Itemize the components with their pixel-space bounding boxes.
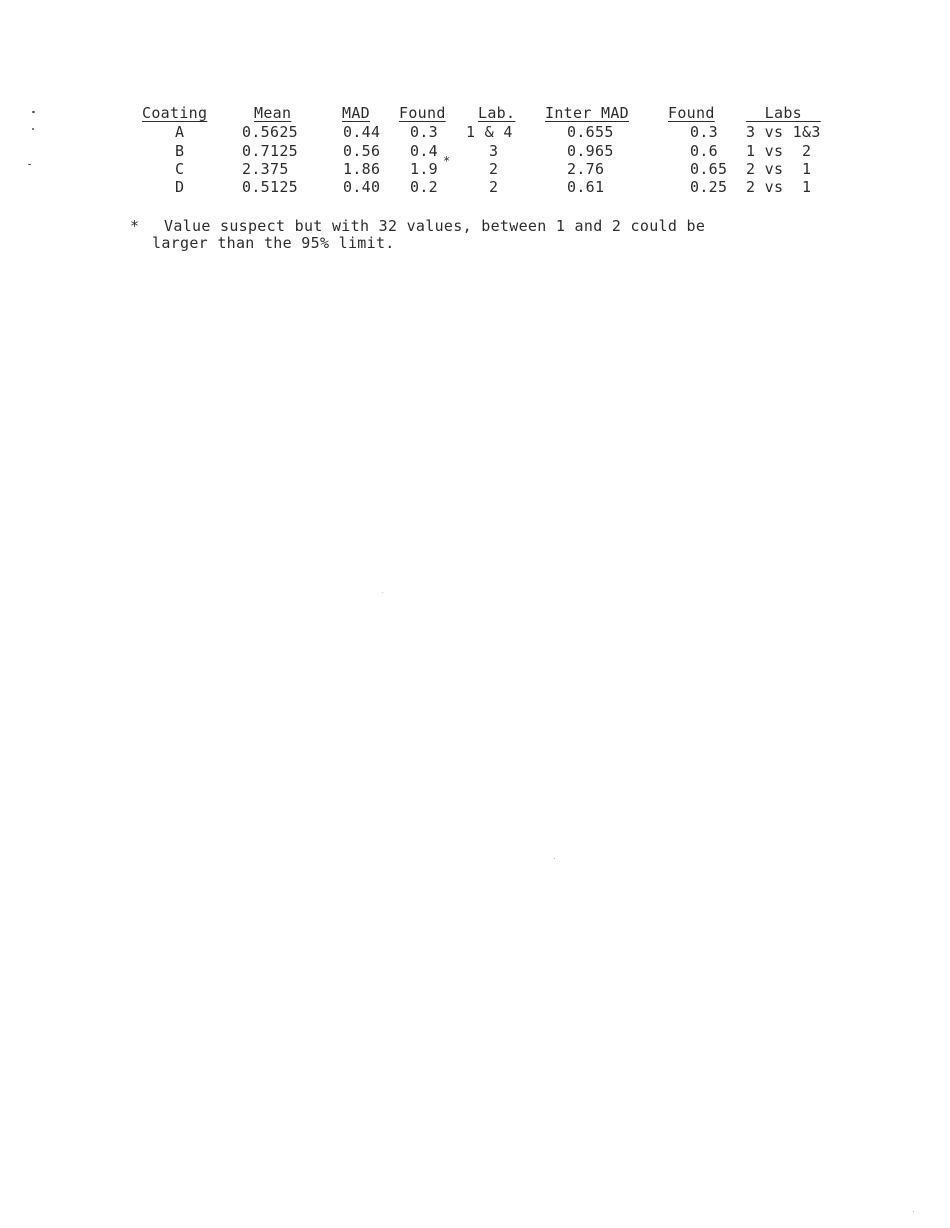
footnote-marker-superscript: *	[443, 154, 451, 168]
cell-mean: 0.7125	[242, 142, 298, 160]
header-inter-mad: Inter MAD	[545, 104, 629, 122]
cell-labs: 1 vs 2	[746, 142, 812, 160]
scan-speck	[554, 858, 555, 859]
cell-mad: 0.44	[343, 123, 381, 141]
footnote-line-2: larger than the 95% limit.	[152, 234, 395, 252]
cell-coating: C	[175, 160, 185, 178]
cell-mean: 2.375	[242, 160, 289, 178]
cell-found-2: 0.6	[690, 142, 718, 160]
cell-mean: 0.5625	[242, 123, 298, 141]
cell-mad: 1.86	[343, 160, 381, 178]
cell-coating: A	[175, 123, 185, 141]
cell-found: 0.2	[410, 178, 438, 196]
footnote-marker: *	[130, 217, 140, 235]
cell-mad: 0.40	[343, 178, 381, 196]
cell-found-2: 0.3	[690, 123, 718, 141]
cell-found: 1.9	[410, 160, 438, 178]
scan-speck	[32, 128, 34, 130]
cell-lab: 1 & 4	[466, 123, 513, 141]
cell-found-2: 0.65	[690, 160, 728, 178]
cell-coating: B	[175, 142, 185, 160]
cell-found-2: 0.25	[690, 178, 728, 196]
header-lab: Lab.	[478, 104, 516, 122]
cell-found: 0.4	[410, 142, 438, 160]
cell-labs: 2 vs 1	[746, 160, 812, 178]
header-found: Found	[399, 104, 446, 122]
cell-labs: 2 vs 1	[746, 178, 812, 196]
cell-mean: 0.5125	[242, 178, 298, 196]
cell-coating: D	[175, 178, 185, 196]
cell-inter-mad: 2.76	[567, 160, 605, 178]
header-coating: Coating	[142, 104, 208, 122]
cell-lab: 2	[489, 178, 499, 196]
header-mean: Mean	[254, 104, 292, 122]
scan-speck	[382, 592, 383, 593]
header-labs: Labs	[764, 104, 802, 122]
scan-speck	[913, 1211, 914, 1212]
cell-mad: 0.56	[343, 142, 381, 160]
footnote-line-1: Value suspect but with 32 values, between 1 and 2 could be	[164, 217, 706, 235]
cell-inter-mad: 0.61	[567, 178, 605, 196]
scan-speck	[32, 111, 35, 113]
cell-lab: 2	[489, 160, 499, 178]
scan-speck	[28, 164, 31, 165]
cell-inter-mad: 0.655	[567, 123, 614, 141]
header-mad: MAD	[342, 104, 370, 122]
cell-lab: 3	[489, 142, 499, 160]
header-found-2: Found	[668, 104, 715, 122]
cell-inter-mad: 0.965	[567, 142, 614, 160]
cell-labs: 3 vs 1&3	[746, 123, 821, 141]
cell-found: 0.3	[410, 123, 438, 141]
